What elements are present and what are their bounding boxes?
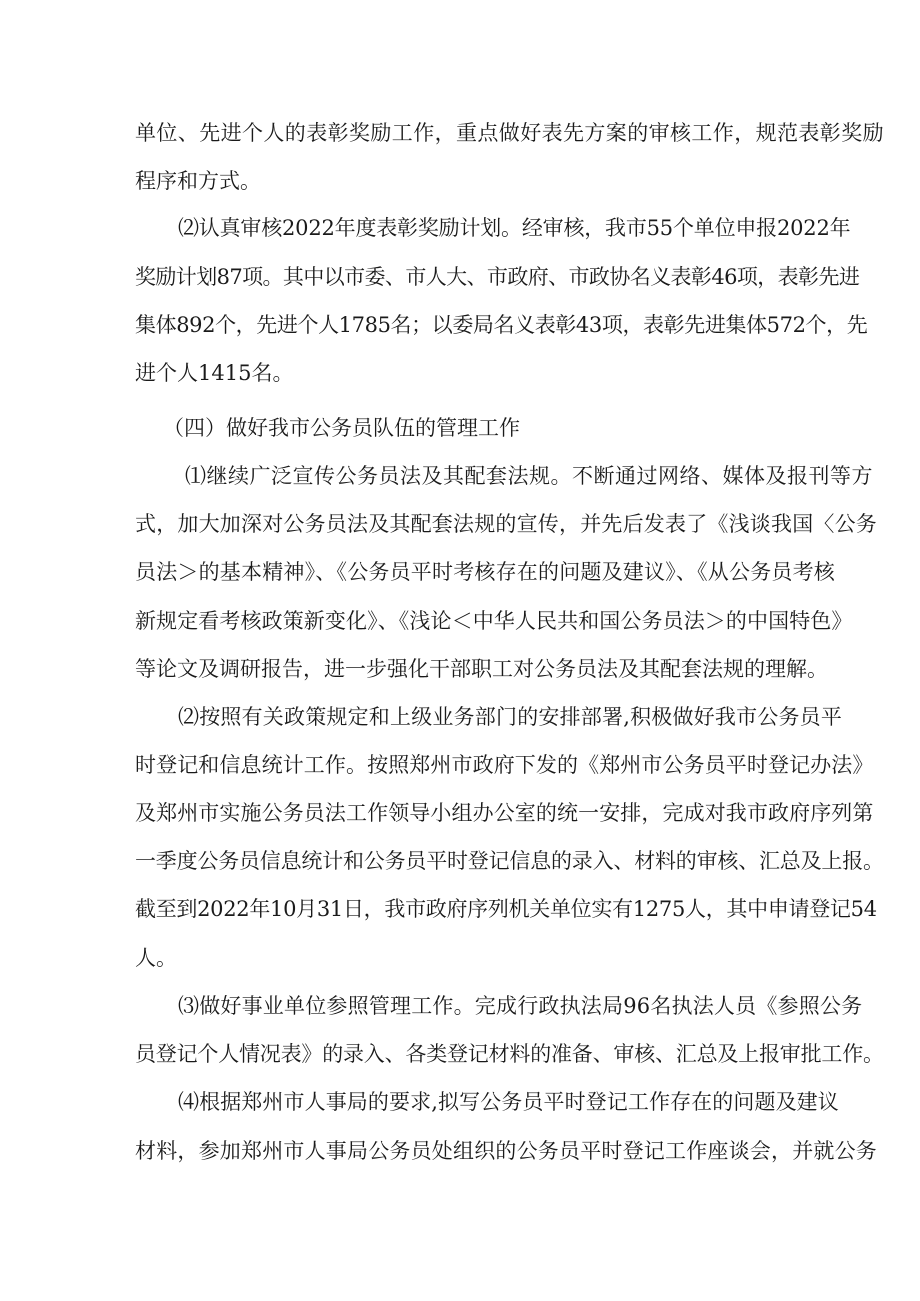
text-line: ⑷根据郑州市人事局的要求,拟写公务员平时登记工作存在的问题及建议 [178,1090,839,1114]
text-line: ⑴继续广泛宣传公务员法及其配套法规。不断通过网络、媒体及报刊等方 [185,464,873,488]
text-line: 新规定看考核政策新变化》、《浅论＜中华人民共和国公务员法＞的中国特色》 [135,609,853,633]
text-line: 及郑州市实施公务员法工作领导小组办公室的统一安排，完成对我市政府序列第 [135,801,874,825]
text-line: 单位、先进个人的表彰奖励工作，重点做好表先方案的审核工作，规范表彰奖励 [135,121,884,145]
section-heading: （四）做好我市公务员队伍的管理工作 [163,416,520,440]
text-line: ⑵按照有关政策规定和上级业务部门的安排部署,积极做好我市公务员平 [178,705,843,729]
text-line: 式，加大加深对公务员法及其配套法规的宣传，并先后发表了《浅谈我国〈公务 [135,512,877,536]
text-line: 员法＞的基本精神》、《公务员平时考核存在的问题及建议》、《从公务员考核 [135,560,835,584]
text-line: 进个人1415名。 [135,361,294,385]
text-line: 截至到2022年10月31日，我市政府序列机关单位实有1275人，其中申请登记54 [135,897,877,921]
text-line: 员登记个人情况表》的录入、各类登记材料的准备、审核、汇总及上报审批工作。 [135,1042,884,1066]
text-line: 人。 [135,946,177,970]
text-line: 材料，参加郑州市人事局公务员处组织的公务员平时登记工作座谈会，并就公务 [135,1139,877,1163]
text-line: 集体892个，先进个人1785名；以委局名义表彰43项，表彰先进集体572个，先 [135,313,868,337]
text-line: 一季度公务员信息统计和公务员平时登记信息的录入、材料的审核、汇总及上报。 [135,849,884,873]
text-line: 等论文及调研报告，进一步强化干部职工对公务员法及其配套法规的理解。 [135,657,828,681]
text-line: 程序和方式。 [135,169,261,193]
text-line: ⑶做好事业单位参照管理工作。完成行政执法局96名执法人员《参照公务 [178,994,863,1018]
text-line: 时登记和信息统计工作。按照郑州市政府下发的《郑州市公务员平时登记办法》 [135,753,874,777]
text-line: 奖励计划87项。其中以市委、市人大、市政府、市政协名义表彰46项，表彰先进 [135,265,860,289]
text-line: ⑵认真审核2022年度表彰奖励计划。经审核，我市55个单位申报2022年 [178,216,851,240]
